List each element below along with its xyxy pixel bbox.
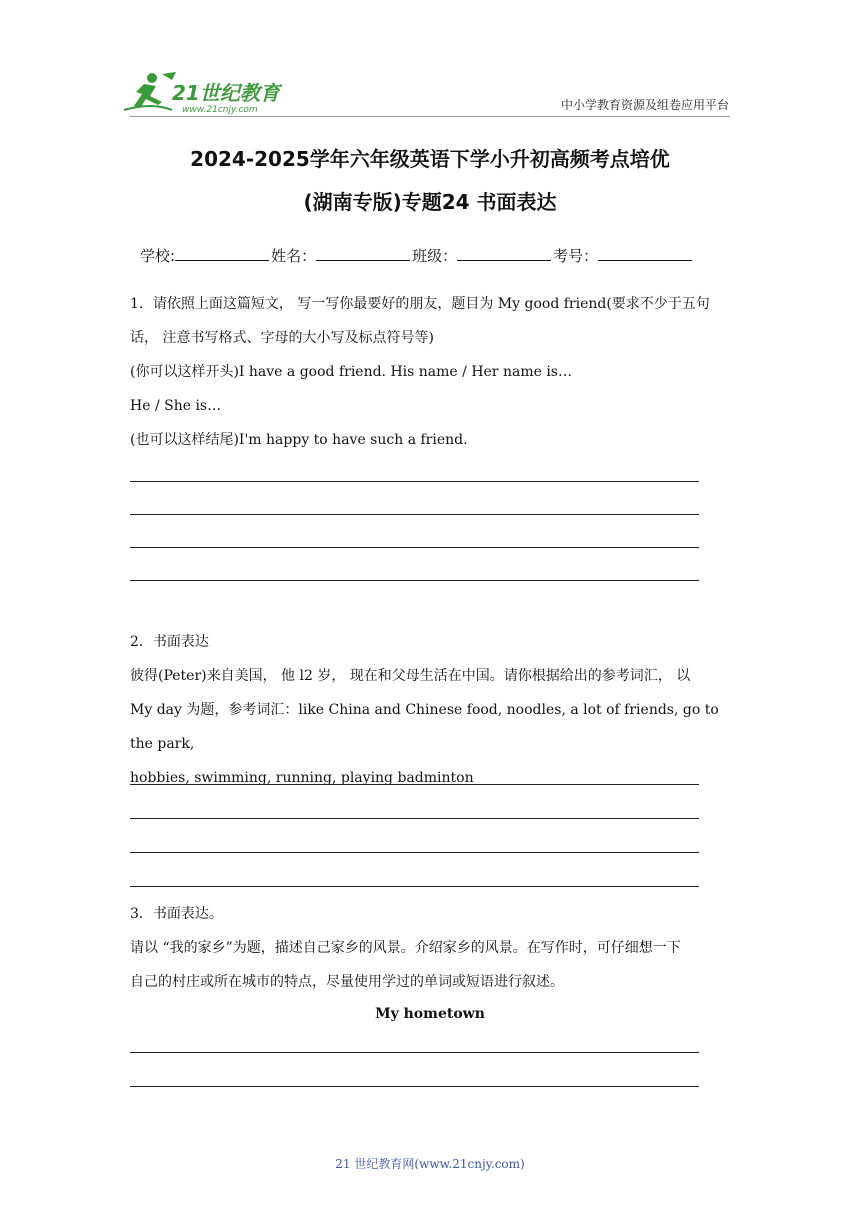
q1-line: He / She is… xyxy=(130,398,222,414)
q2-line: 彼得(Peter)来自美国， 他 l2 岁， 现在和父母生活在中国。请你根据给出的参考词汇， 以 xyxy=(130,668,691,684)
q1-line: 1．请依照上面这篇短文， 写一写你最要好的朋友，题目为 My good friend(要求不少于五句 xyxy=(130,296,710,312)
answer-line[interactable] xyxy=(130,514,699,515)
platform-label: 中小学教育资源及组卷应用平台 xyxy=(560,98,729,112)
question-2 xyxy=(130,625,730,795)
q2-line: My day 为题，参考词汇：like China and Chinese food, noodles, a lot of friends, go to the park, xyxy=(130,702,719,752)
name-label: 姓名： xyxy=(271,247,317,265)
runner-logo-icon xyxy=(122,70,292,116)
answer-line[interactable] xyxy=(130,1086,699,1087)
q2-line: 2．书面表达 xyxy=(130,634,209,650)
student-info xyxy=(140,245,694,266)
page-title: 2024-2025学年六年级英语下学小升初高频考点培优 xyxy=(190,147,670,171)
school-label: 学校: xyxy=(140,247,176,265)
answer-line[interactable] xyxy=(130,886,699,887)
question-1 xyxy=(130,287,730,457)
page-footer: 21 世纪教育网(www.21cnjy.com) xyxy=(335,1157,525,1171)
q1-line: (也可以这样结尾)I'm happy to have such a friend. xyxy=(130,432,468,448)
answer-line[interactable] xyxy=(130,481,699,482)
answer-line[interactable] xyxy=(130,547,699,548)
q3-line: 自己的村庄或所在城市的特点，尽量使用学过的单词或短语进行叙述。 xyxy=(130,974,564,990)
class-field[interactable] xyxy=(457,246,551,261)
q3-line: 请以 “我的家乡”为题，描述自己家乡的风景。介绍家乡的风景。在写作时，可仔细想一下 xyxy=(130,940,681,956)
page-subtitle: (湖南专版)专题24 书面表达 xyxy=(303,190,557,214)
number-field[interactable] xyxy=(598,246,692,261)
answer-line[interactable] xyxy=(130,784,699,785)
q2-line: hobbies, swimming, running, playing badminton xyxy=(130,770,474,786)
answer-line[interactable] xyxy=(130,580,699,581)
q1-line: (你可以这样开头)I have a good friend. His name / Her name is… xyxy=(130,364,572,380)
answer-line[interactable] xyxy=(130,852,699,853)
number-label: 考号： xyxy=(553,247,599,265)
logo-text: 21世纪教育 xyxy=(172,81,280,105)
essay-heading: My hometown xyxy=(375,1006,485,1022)
logo-url: www.21cnjy.com xyxy=(182,105,258,115)
q1-line: 话， 注意书写格式、字母的大小写及标点符号等) xyxy=(130,330,434,346)
name-field[interactable] xyxy=(316,246,410,261)
question-3 xyxy=(130,897,730,999)
q3-line: 3．书面表达。 xyxy=(130,906,223,922)
answer-line[interactable] xyxy=(130,818,699,819)
class-label: 班级： xyxy=(412,247,458,265)
header-divider xyxy=(130,116,730,117)
answer-line[interactable] xyxy=(130,1052,699,1053)
school-field[interactable] xyxy=(175,246,269,261)
site-logo xyxy=(122,70,292,116)
